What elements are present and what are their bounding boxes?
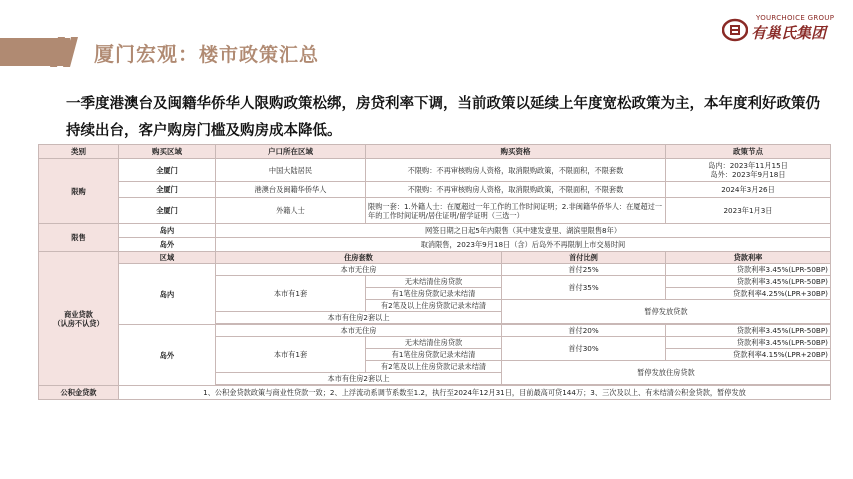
cell-xianshou-text: 取消限售，2023年9月18日（含）后岛外不再限制上市交易时间 bbox=[216, 238, 831, 252]
category-loan: 商业贷款 （认房不认贷） bbox=[39, 252, 119, 386]
logo-chinese: 有巢氏集团 bbox=[751, 24, 827, 42]
loan-area-island-in: 岛内 bbox=[119, 264, 216, 325]
cell-homes: 有1笔住房贷款记录未结清 bbox=[366, 349, 502, 361]
page-title bbox=[94, 38, 319, 67]
header-qualification: 购买资格 bbox=[366, 145, 666, 159]
cell-down: 首付20% bbox=[502, 325, 666, 337]
header-area: 购买区域 bbox=[119, 145, 216, 159]
category-xiangou: 限购 bbox=[39, 159, 119, 224]
cell-homes: 有2笔及以上住房贷款记录未结清 bbox=[366, 361, 502, 373]
policy-table bbox=[38, 144, 831, 400]
logo-english: YOURCHOICE GROUP bbox=[756, 14, 835, 22]
cell-rate: 贷款利率3.45%(LPR-50BP) bbox=[666, 264, 831, 276]
loan-subheader-row bbox=[39, 252, 831, 264]
cell-qualification: 限购一套：1.外籍人士：在厦超过一年工作的工作时间证明；2.非闽籍华侨华人：在厦超过一年的工作时间证明/居住证明/留学证明（三选一） bbox=[366, 198, 666, 224]
table-row bbox=[39, 159, 831, 182]
cell-rate: 贷款利率4.25%(LPR+30BP) bbox=[666, 288, 831, 300]
title-main: 厦门宏观： bbox=[94, 42, 199, 66]
cell-gjj-text: 1、公积金贷款政策与商业性贷款一致；2、上浮流动系调节系数至1.2，执行至2024年12月31日，目前最高可贷144万；3、三次及以上、有未结清公积金贷款，暂停发放 bbox=[119, 386, 831, 400]
cell-qualification: 不限购：不再审核购房人资格，取消限购政策，不限面积，不限套数 bbox=[366, 182, 666, 198]
cell-homes: 有1笔住房贷款记录未结清 bbox=[366, 288, 502, 300]
cell-rate: 贷款利率3.45%(LPR-50BP) bbox=[666, 337, 831, 349]
cell-homes: 本市有住房2套以上 bbox=[216, 312, 502, 324]
policy-summary: 一季度港澳台及闽籍华侨华人限购政策松绑，房贷利率下调，当前政策以延续上年度宽松政策为主，本年度利好政策仍持续出台，客户购房门槛及购房成本降低。 bbox=[66, 96, 820, 139]
table-row bbox=[39, 325, 831, 337]
cell-node: 2024年3月26日 bbox=[666, 182, 831, 198]
cell-suspended: 暂停发放贷款 bbox=[502, 300, 831, 324]
loan-area-island-out: 岛外 bbox=[119, 325, 216, 386]
cell-area: 岛外 bbox=[119, 238, 216, 252]
title-sub: 楼市政策汇总 bbox=[199, 44, 320, 66]
cell-homes: 有2笔及以上住房贷款记录未结清 bbox=[366, 300, 502, 312]
cell-hukou: 中国大陆居民 bbox=[216, 159, 366, 182]
cell-qualification: 不限购：不再审核购房人资格，取消限购政策，不限面积，不限套数 bbox=[366, 159, 666, 182]
header-node: 政策节点 bbox=[666, 145, 831, 159]
loan-header-rate: 贷款利率 bbox=[666, 252, 831, 264]
cell-one-home: 本市有1套 bbox=[216, 276, 366, 312]
category-gjj: 公积金贷款 bbox=[39, 386, 119, 400]
table-row bbox=[39, 182, 831, 198]
cell-area: 全厦门 bbox=[119, 198, 216, 224]
cell-down: 首付25% bbox=[502, 264, 666, 276]
cell-homes: 无未结清住房贷款 bbox=[366, 276, 502, 288]
table-header-row bbox=[39, 145, 831, 159]
table-row bbox=[39, 224, 831, 238]
cell-rate: 贷款利率3.45%(LPR-50BP) bbox=[666, 276, 831, 288]
table-row bbox=[39, 198, 831, 224]
cell-down: 首付30% bbox=[502, 337, 666, 361]
cell-node: 2023年1月3日 bbox=[666, 198, 831, 224]
cell-homes: 本市有住房2套以上 bbox=[216, 373, 502, 385]
cell-suspended: 暂停发放住房贷款 bbox=[502, 361, 831, 385]
cell-area: 全厦门 bbox=[119, 182, 216, 198]
cell-homes: 本市无住房 bbox=[216, 325, 502, 337]
table-row bbox=[39, 264, 831, 276]
loan-header-down: 首付比例 bbox=[502, 252, 666, 264]
cell-hukou: 港澳台及闽籍华侨华人 bbox=[216, 182, 366, 198]
cell-rate: 贷款利率4.15%(LPR+20BP) bbox=[666, 349, 831, 361]
category-xianshou: 限售 bbox=[39, 224, 119, 252]
cell-hukou: 外籍人士 bbox=[216, 198, 366, 224]
cell-rate: 贷款利率3.45%(LPR-50BP) bbox=[666, 325, 831, 337]
table-row bbox=[39, 386, 831, 400]
cell-down: 首付35% bbox=[502, 276, 666, 300]
cell-area: 全厦门 bbox=[119, 159, 216, 182]
cell-one-home: 本市有1套 bbox=[216, 337, 366, 373]
cell-homes: 本市无住房 bbox=[216, 264, 502, 276]
company-logo bbox=[716, 14, 846, 44]
logo-mark-icon bbox=[722, 18, 748, 42]
cell-area: 岛内 bbox=[119, 224, 216, 238]
cell-node: 岛内：2023年11月15日 岛外：2023年9月18日 bbox=[666, 159, 831, 182]
table-row bbox=[39, 238, 831, 252]
header-hukou: 户口所在区域 bbox=[216, 145, 366, 159]
loan-header-area: 区域 bbox=[119, 252, 216, 264]
header-category: 类别 bbox=[39, 145, 119, 159]
slash-decoration-icon bbox=[50, 37, 86, 67]
cell-xianshou-text: 网签日期之日起5年内限售（其中建发壹里、湖滨里限售8年） bbox=[216, 224, 831, 238]
cell-homes: 无未结清住房贷款 bbox=[366, 337, 502, 349]
loan-header-homes: 住房套数 bbox=[216, 252, 502, 264]
